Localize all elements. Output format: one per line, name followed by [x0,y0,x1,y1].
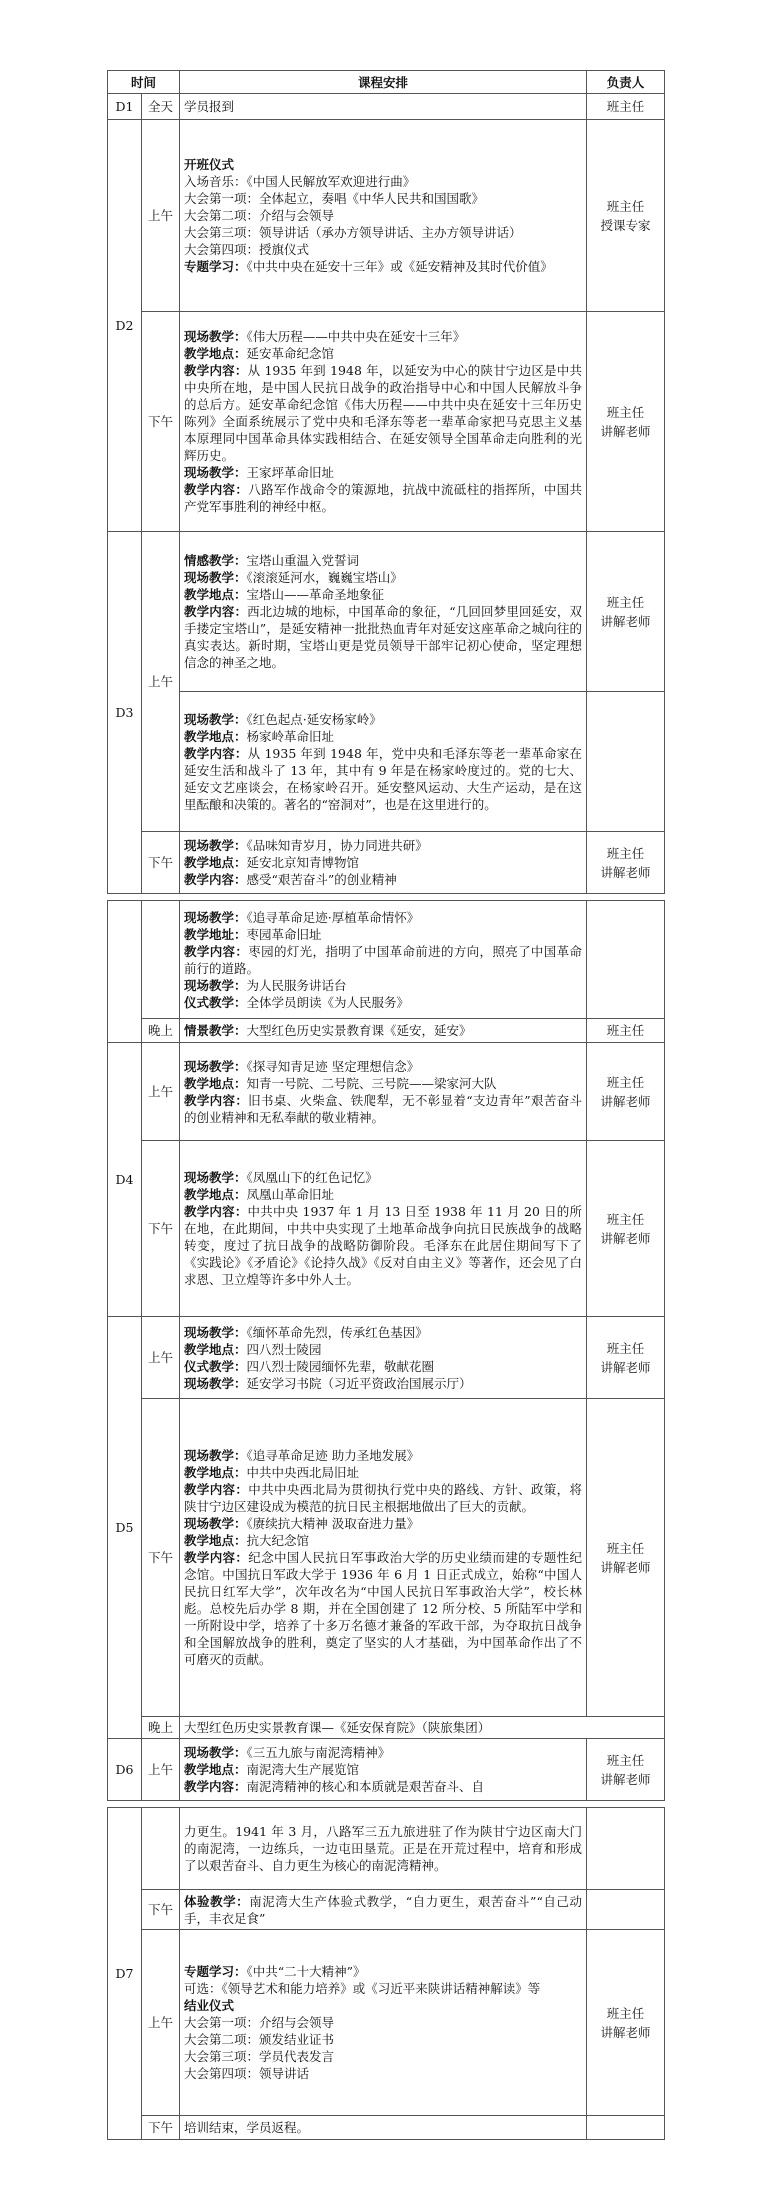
line-label: 教学地点： [184,1187,247,1202]
content-d6-am [180,1739,587,1801]
line-text: 杨家岭革命旧址 [246,728,335,744]
owner-d2-am: 班主任 授课专家 [587,120,665,312]
content-d3-cont [180,901,587,1019]
line-text: 《红色起点·延安杨家岭》 [246,711,382,727]
line-label: 仪式教学： [184,994,247,1010]
line-label: 现场教学： [184,1516,247,1531]
line-text: 《探寻知青足迹 坚定理想信念》 [246,1058,420,1074]
line-text: 延安革命纪念馆 [246,346,335,361]
content-line [184,745,582,813]
content-line [184,2014,582,2031]
line-label: 仪式教学： [184,1358,247,1374]
schedule-table-page2 [107,900,665,1801]
period-d5-am: 上午 [142,1317,180,1399]
content-line [184,728,582,745]
line-text: 王家坪革命旧址 [246,465,335,480]
content-d5-eve: 大型红色历史实景教育课—《延安保育院》（陕旅集团） [180,1717,665,1739]
line-label: 现场教学： [184,329,247,344]
content-line [184,1761,582,1778]
line-text: 《三五九旅与南泥湾精神》 [246,1745,391,1760]
content-line [184,258,582,275]
line-text: 大会第四项：领导讲话 [184,2066,310,2081]
content-d1: 学员报到 [180,94,587,120]
row-d6-cont [108,1808,665,1890]
line-text: 抗大纪念馆 [246,1533,310,1548]
line-label: 教学内容： [184,943,249,959]
line-text: 大会第四项：授旗仪式 [184,242,310,257]
period-d5-eve: 晚上 [142,1717,180,1739]
content-line [184,1549,582,1668]
line-label: 情感教学： [184,553,247,568]
content-line [184,328,582,345]
line-label: 教学地点： [184,1465,247,1480]
content-line [184,1169,582,1186]
content-line [184,926,582,943]
content-line [184,481,582,515]
line-text: 枣园革命旧址 [246,926,322,942]
line-text: 为人民服务讲话台 [246,977,347,993]
line-text: 中共中央西北局旧址 [246,1465,360,1480]
line-label: 现场教学： [184,1170,247,1185]
content-d3-mid [180,692,587,832]
content-d5-pm [180,1399,587,1717]
line-text: 旧书桌、火柴盒、铁爬犁，无不彰显着“支边青年”艰苦奋斗的创业精神和无私奉献的敬业精神。 [184,1092,582,1125]
line-text: 宝塔山——革命圣地象征 [246,587,385,602]
row-d6-am [108,1739,665,1801]
owner-d3-eve: 班主任 [587,1019,665,1043]
line-label: 教学内容： [184,1482,249,1497]
content-line [184,977,582,994]
period-d4-am: 上午 [142,1043,180,1141]
owner-d7-am: 班主任 讲解老师 [587,1930,665,2116]
period-d2-pm: 下午 [142,312,180,532]
header-row [108,71,665,94]
line-text: 凤凰山革命旧址 [246,1187,335,1202]
content-line [184,837,582,854]
owner-d3-am: 班主任 讲解老师 [587,532,665,692]
content-line [184,464,582,481]
content-line [184,1532,582,1549]
line-text: 南泥湾大生产展览馆 [246,1762,360,1777]
content-line [184,1963,582,1980]
content-line [184,241,582,258]
line-label: 现场教学： [184,1058,247,1074]
period-d3-eve: 晚上 [142,1019,180,1043]
period-d6-am: 上午 [142,1739,180,1801]
row-d3-am [108,532,665,692]
day-d3: D3 [108,532,142,894]
line-text: 宝塔山重温入党誓词 [246,553,360,568]
line-label: 教学地点： [184,587,247,602]
line-text: 知青一号院、二号院、三号院——梁家河大队 [246,1075,497,1091]
row-d3-eve [108,1019,665,1043]
period-d3-am: 上午 [142,532,180,832]
line-text: 可选：《领导艺术和能力培养》或《习近平来陕讲话精神解读》等 [184,1981,541,1996]
owner-d1: 班主任 [587,94,665,120]
line-label: 教学地址： [184,926,247,942]
content-d2-pm [180,312,587,532]
content-line [184,1358,582,1375]
content-line [184,1515,582,1532]
content-line [184,190,582,207]
row-d7-pm0 [108,1890,665,1930]
period-d6-cont [142,1808,180,1890]
line-text: 西北边城的地标，中国革命的象征，“几回回梦里回延安，双手搂定宝塔山”，是延安精神一批批热血青年对延安这座革命之城向往的真实表达。新时期，宝塔山更是党员领导干部牢记初心使命，坚定理想信念的神圣之地。 [184,604,582,670]
content-line [184,1375,582,1392]
owner-d4-pm: 班主任 讲解老师 [587,1141,665,1317]
period-d7-pm0: 下午 [142,1890,180,1930]
content-line [184,1744,582,1761]
line-text: 四八烈士陵园 [246,1341,322,1357]
line-text: 从 1935 年到 1948 年，党中央和毛泽东等老一辈革命家在延安生活和战斗了 13 年，其中有 9 年是在杨家岭度过的。党的七大、延安文艺座谈会，在杨家岭召开。延安整风运动、大生产运动，是在这里酝酿和决策的。著名的“窑洞对”，也是在这里进行的。 [184,745,582,812]
row-d2-pm [108,312,665,532]
owner-d2-pm: 班主任 讲解老师 [587,312,665,532]
line-text: 延安北京知青博物馆 [246,855,360,870]
day-d2: D2 [108,120,142,532]
line-text: 《中共“二十大精神”》 [246,1964,366,1979]
period-d5-pm: 下午 [142,1399,180,1717]
header-course: 课程安排 [180,71,587,94]
content-line [184,1997,582,2014]
content-line [184,569,582,586]
row-d4-am [108,1043,665,1141]
line-text: 入场音乐：《中国人民解放军欢迎进行曲》 [184,174,416,189]
content-line [184,1324,582,1341]
content-d2-am [180,120,587,312]
line-label: 教学地点： [184,855,247,870]
content-line [184,1778,582,1795]
period-d3-pm: 下午 [142,832,180,894]
content-line [184,871,582,888]
content-line [184,345,582,362]
day-d5: D5 [108,1317,142,1739]
content-d6-cont: 力更生。1941 年 3 月，八路军三五九旅进驻了作为陕甘宁边区南大门的南泥湾，一边练兵，一边屯田垦荒。正是在开荒过程中，培育和形成了以艰苦奋斗、自力更生为核心的南泥湾精神。 [180,1808,587,1890]
line-label: 教学地点： [184,1341,247,1357]
line-label: 现场教学： [184,1745,247,1760]
line-text: 南泥湾精神的核心和本质就是艰苦奋斗、自 [246,1779,485,1794]
line-label: 教学地点： [184,346,247,361]
day-d7: D7 [108,1808,142,2140]
content-line [184,362,582,464]
owner-d3-cont [587,901,665,1019]
line-text: 感受“艰苦奋斗”的创业精神 [246,872,397,887]
owner-d6-am: 班主任 讲解老师 [587,1739,665,1801]
line-label: 教学内容： [184,482,249,497]
line-text: 延安学习书院（习近平资政治国展示厅） [246,1375,472,1391]
header-owner: 负责人 [587,71,665,94]
row-d3-cont [108,901,665,1019]
content-line [184,1481,582,1515]
content-line [184,1341,582,1358]
line-text: 八路军作战命令的策源地，抗战中流砥柱的指挥所，中国共产党军事胜利的神经中枢。 [184,482,582,514]
period-d7-am: 上午 [142,1930,180,2116]
content-line [184,2031,582,2048]
line-label: 教学内容： [184,604,248,619]
line-label: 教学内容： [184,1779,247,1794]
day-d1: D1 [108,94,142,120]
period-d4-pm: 下午 [142,1141,180,1317]
line-label: 现场教学： [184,711,247,727]
row-d1 [108,94,665,120]
line-label: 教学内容： [184,872,247,887]
content-line [184,711,582,728]
row-d4-pm [108,1141,665,1317]
content-d4-am [180,1043,587,1141]
period-d2-am: 上午 [142,120,180,312]
content-line [184,2048,582,2065]
content-line [184,1447,582,1464]
line-text: 纪念中国人民抗日军事政治大学的历史业绩而建的专题性纪念馆。中国抗日军政大学于 1936 年 6 月 1 日正式成立，始称“中国人民抗日红军大学”，次年改名为“中国人民抗日军事政治大学”，校长林彪。总校先后办学 8 期，并在全国创建了 12 所分校、5 所陆军中学和一所附设中学，培养了十多万名德才兼备的军政干部，为夺取抗日战争和全国解放战争的胜利，奠定了坚实的人才基础，为中国革命作出了不可磨灭的贡献。 [184,1550,582,1667]
line-label: 现场教学： [184,909,247,925]
day-d4: D4 [108,1043,142,1317]
line-label: 教学内容： [184,363,248,378]
content-d3-am [180,532,587,692]
row-d5-am [108,1317,665,1399]
line-text: 中共中央 1937 年 1 月 13 日至 1938 年 11 月 20 日的所在地，在此期间，中共中央实现了土地革命战争向抗日民族战争的战略转变，度过了抗日战争的战略防御阶段。毛泽东在此居住期间写下了《实践论》《矛盾论》《论持久战》《反对自由主义》等著作，还会见了白求恩、卫立煌等许多中外人士。 [184,1204,582,1287]
content-d3-eve: 情景教学：大型红色历史实景教育课《延安，延安》 [180,1019,587,1043]
line-text: 《滚滚延河水，巍巍宝塔山》 [246,570,403,585]
line-text: 大会第一项：介绍与会领导 [184,2015,335,2030]
content-line [184,552,582,569]
line-label: 结业仪式 [184,1998,235,2013]
row-d5-pm [108,1399,665,1717]
content-line [184,2065,582,2082]
line-label: 专题学习： [184,259,247,274]
line-label: 教学内容： [184,1092,249,1108]
row-d5-eve [108,1717,665,1739]
owner-d7-pm [587,2116,665,2140]
content-line [184,1464,582,1481]
period-d1: 全天 [142,94,180,120]
schedule-document [107,70,665,2140]
content-line [184,1092,582,1126]
content-line [184,943,582,977]
line-label: 现场教学： [184,570,247,585]
row-d7-am [108,1930,665,2116]
owner-d7-pm0 [587,1890,665,1930]
line-text: 《伟大历程——中共中央在延安十三年》 [246,329,466,344]
content-line [184,909,582,926]
owner-d6-cont [587,1808,665,1890]
line-text: 大会第三项：学员代表发言 [184,2049,335,2064]
line-text: 《中共中央在延安十三年》或《延安精神及其时代价值》 [246,259,553,274]
line-text: 《缅怀革命先烈，传承红色基因》 [246,1324,428,1340]
period-d7-pm: 下午 [142,2116,180,2140]
line-text: 枣园的灯光，指明了中国革命前进的方向，照亮了中国革命前行的道路。 [184,943,582,976]
content-line [184,1075,582,1092]
content-line [184,586,582,603]
content-line [184,207,582,224]
line-text: 四八烈士陵园缅怀先辈，敬献花圈 [246,1358,435,1374]
content-line [184,1058,582,1075]
line-text: 大会第二项：介绍与会领导 [184,208,335,223]
line-text: 《品味知青岁月，协力同进共研》 [246,838,428,853]
content-line [184,1980,582,1997]
content-line [184,994,582,1011]
content-d5-am [180,1317,587,1399]
schedule-table-page3 [107,1807,665,2140]
row-d3-mid [108,692,665,832]
day-d3-cont [108,901,142,1043]
line-label: 教学内容： [184,1550,249,1565]
content-line [184,854,582,871]
owner-d5-pm: 班主任 讲解老师 [587,1399,665,1717]
line-text: 《追寻革命足迹·厚植革命情怀》 [246,909,420,925]
line-text: 《追寻革命足迹 助力圣地发展》 [246,1448,420,1463]
owner-d4-am: 班主任 讲解老师 [587,1043,665,1141]
line-label: 教学内容： [184,1204,248,1219]
line-text: 大会第一项：全体起立，奏唱《中华人民共和国国歌》 [184,191,485,206]
row-d2-am [108,120,665,312]
content-line [184,603,582,671]
content-d7-pm: 培训结束，学员返程。 [180,2116,587,2140]
row-d3-pm [108,832,665,894]
content-d7-am [180,1930,587,2116]
owner-d5-am: 班主任 讲解老师 [587,1317,665,1399]
row-d7-pm [108,2116,665,2140]
period-d3-cont [142,901,180,1019]
content-d7-pm0: 体验教学：南泥湾大生产体验式教学，“自力更生，艰苦奋斗”“自己动手，丰衣足食” [180,1890,587,1930]
day-d6: D6 [108,1739,142,1801]
line-label: 教学地点： [184,1762,247,1777]
line-label: 教学地点： [184,728,247,744]
line-label: 现场教学： [184,1375,247,1391]
header-time: 时间 [108,71,180,94]
schedule-table [107,70,665,894]
line-text: 全体学员朗读《为人民服务》 [246,994,410,1010]
line-label: 现场教学： [184,1324,247,1340]
content-line [184,224,582,241]
line-text: 从 1935 年到 1948 年，以延安为中心的陕甘宁边区是中共中央所在地，是中国人民抗日战争的政治指导中心和中国人民解放斗争的总后方。延安革命纪念馆《伟大历程——中共中央在延安十三年历史陈列》全面系统展示了党中央和毛泽东等老一辈革命家把马克思主义基本原理同中国革命具体实践相结合、在延安领导全国革命走向胜利的光辉历史。 [184,363,582,463]
line-label: 现场教学： [184,838,247,853]
content-line [184,156,582,173]
line-text: 大会第三项：领导讲话（承办方领导讲话、主办方领导讲话） [184,225,522,240]
owner-d3-mid [587,692,665,832]
content-d3-pm [180,832,587,894]
content-line [184,1203,582,1288]
line-label: 专题学习： [184,1964,247,1979]
line-label: 教学地点： [184,1533,247,1548]
line-text: 《赓续抗大精神 汲取奋进力量》 [246,1516,420,1531]
content-line [184,1186,582,1203]
line-label: 教学内容： [184,745,248,761]
line-text: 中共中央西北局为贯彻执行党中央的路线、方针、政策，将陕甘宁边区建设成为模范的抗日民主根据地做出了巨大的贡献。 [184,1482,582,1514]
line-label: 教学地点： [184,1075,247,1091]
owner-d3-pm: 班主任 讲解老师 [587,832,665,894]
line-label: 现场教学： [184,1448,247,1463]
line-label: 开班仪式 [184,157,235,172]
content-d4-pm [180,1141,587,1317]
line-label: 现场教学： [184,977,247,993]
line-text: 大会第二项：颁发结业证书 [184,2032,335,2047]
content-line [184,173,582,190]
line-text: 《凤凰山下的红色记忆》 [246,1170,378,1185]
line-label: 现场教学： [184,465,247,480]
